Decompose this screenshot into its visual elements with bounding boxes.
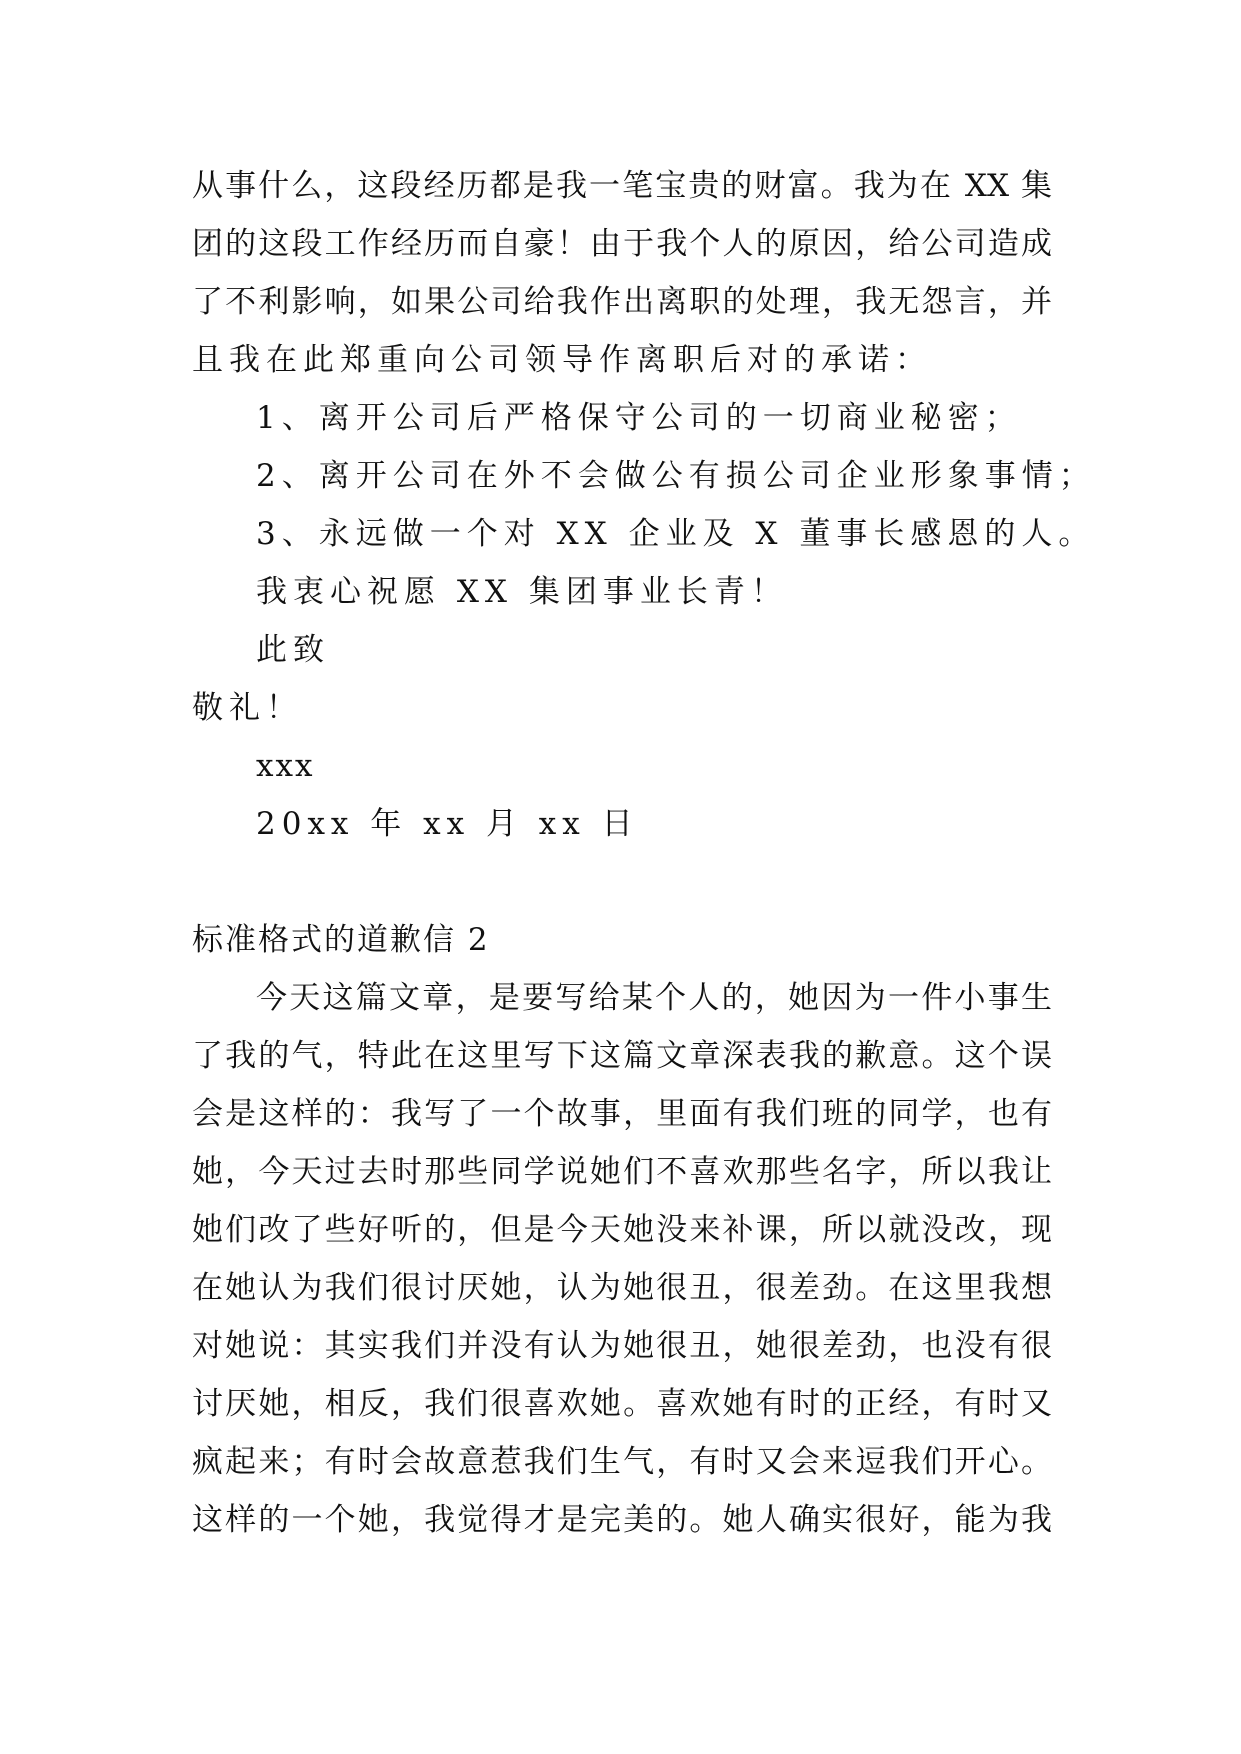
promise-item: 3、永远做一个对 XX 企业及 X 董事长感恩的人。 xyxy=(256,516,1096,552)
paragraph-line: 对她说：其实我们并没有认为她很丑，她很差劲，也没有很 xyxy=(192,1328,1052,1364)
closing-line: 此致 xyxy=(256,632,330,668)
promise-item: 1、离开公司后严格保守公司的一切商业秘密； xyxy=(256,400,1022,436)
paragraph-line: 会是这样的：我写了一个故事，里面有我们班的同学，也有 xyxy=(192,1096,1052,1132)
paragraph-line: 团的这段工作经历而自豪！由于我个人的原因，给公司造成 xyxy=(192,226,1052,262)
promise-item: 2、离开公司在外不会做公有损公司企业形象事情； xyxy=(256,458,1096,494)
paragraph-line: 且我在此郑重向公司领导作离职后对的承诺： xyxy=(192,342,932,378)
signature: xxx xyxy=(256,748,315,784)
paragraph-line: 在她认为我们很讨厌她，认为她很丑，很差劲。在这里我想 xyxy=(192,1270,1052,1306)
salute-line: 敬礼！ xyxy=(192,690,303,726)
paragraph-line: 今天这篇文章，是要写给某个人的，她因为一件小事生 xyxy=(256,980,1052,1016)
date-line: 20xx 年 xx 月 xx 日 xyxy=(256,806,639,842)
paragraph-line: 这样的一个她，我觉得才是完美的。她人确实很好，能为我 xyxy=(192,1502,1052,1538)
section-title: 标准格式的道歉信 2 xyxy=(192,922,490,958)
wish-line: 我衷心祝愿 XX 集团事业长青！ xyxy=(256,574,788,610)
paragraph-line: 了我的气，特此在这里写下这篇文章深表我的歉意。这个误 xyxy=(192,1038,1052,1074)
paragraph-line: 她们改了些好听的，但是今天她没来补课，所以就没改，现 xyxy=(192,1212,1052,1248)
paragraph-line: 她，今天过去时那些同学说她们不喜欢那些名字，所以我让 xyxy=(192,1154,1052,1190)
paragraph-line: 疯起来；有时会故意惹我们生气，有时又会来逗我们开心。 xyxy=(192,1444,1052,1480)
paragraph-line: 了不利影响，如果公司给我作出离职的处理，我无怨言，并 xyxy=(192,284,1052,320)
paragraph-line: 从事什么，这段经历都是我一笔宝贵的财富。我为在 XX 集 xyxy=(192,168,1052,204)
paragraph-line: 讨厌她，相反，我们很喜欢她。喜欢她有时的正经，有时又 xyxy=(192,1386,1052,1422)
